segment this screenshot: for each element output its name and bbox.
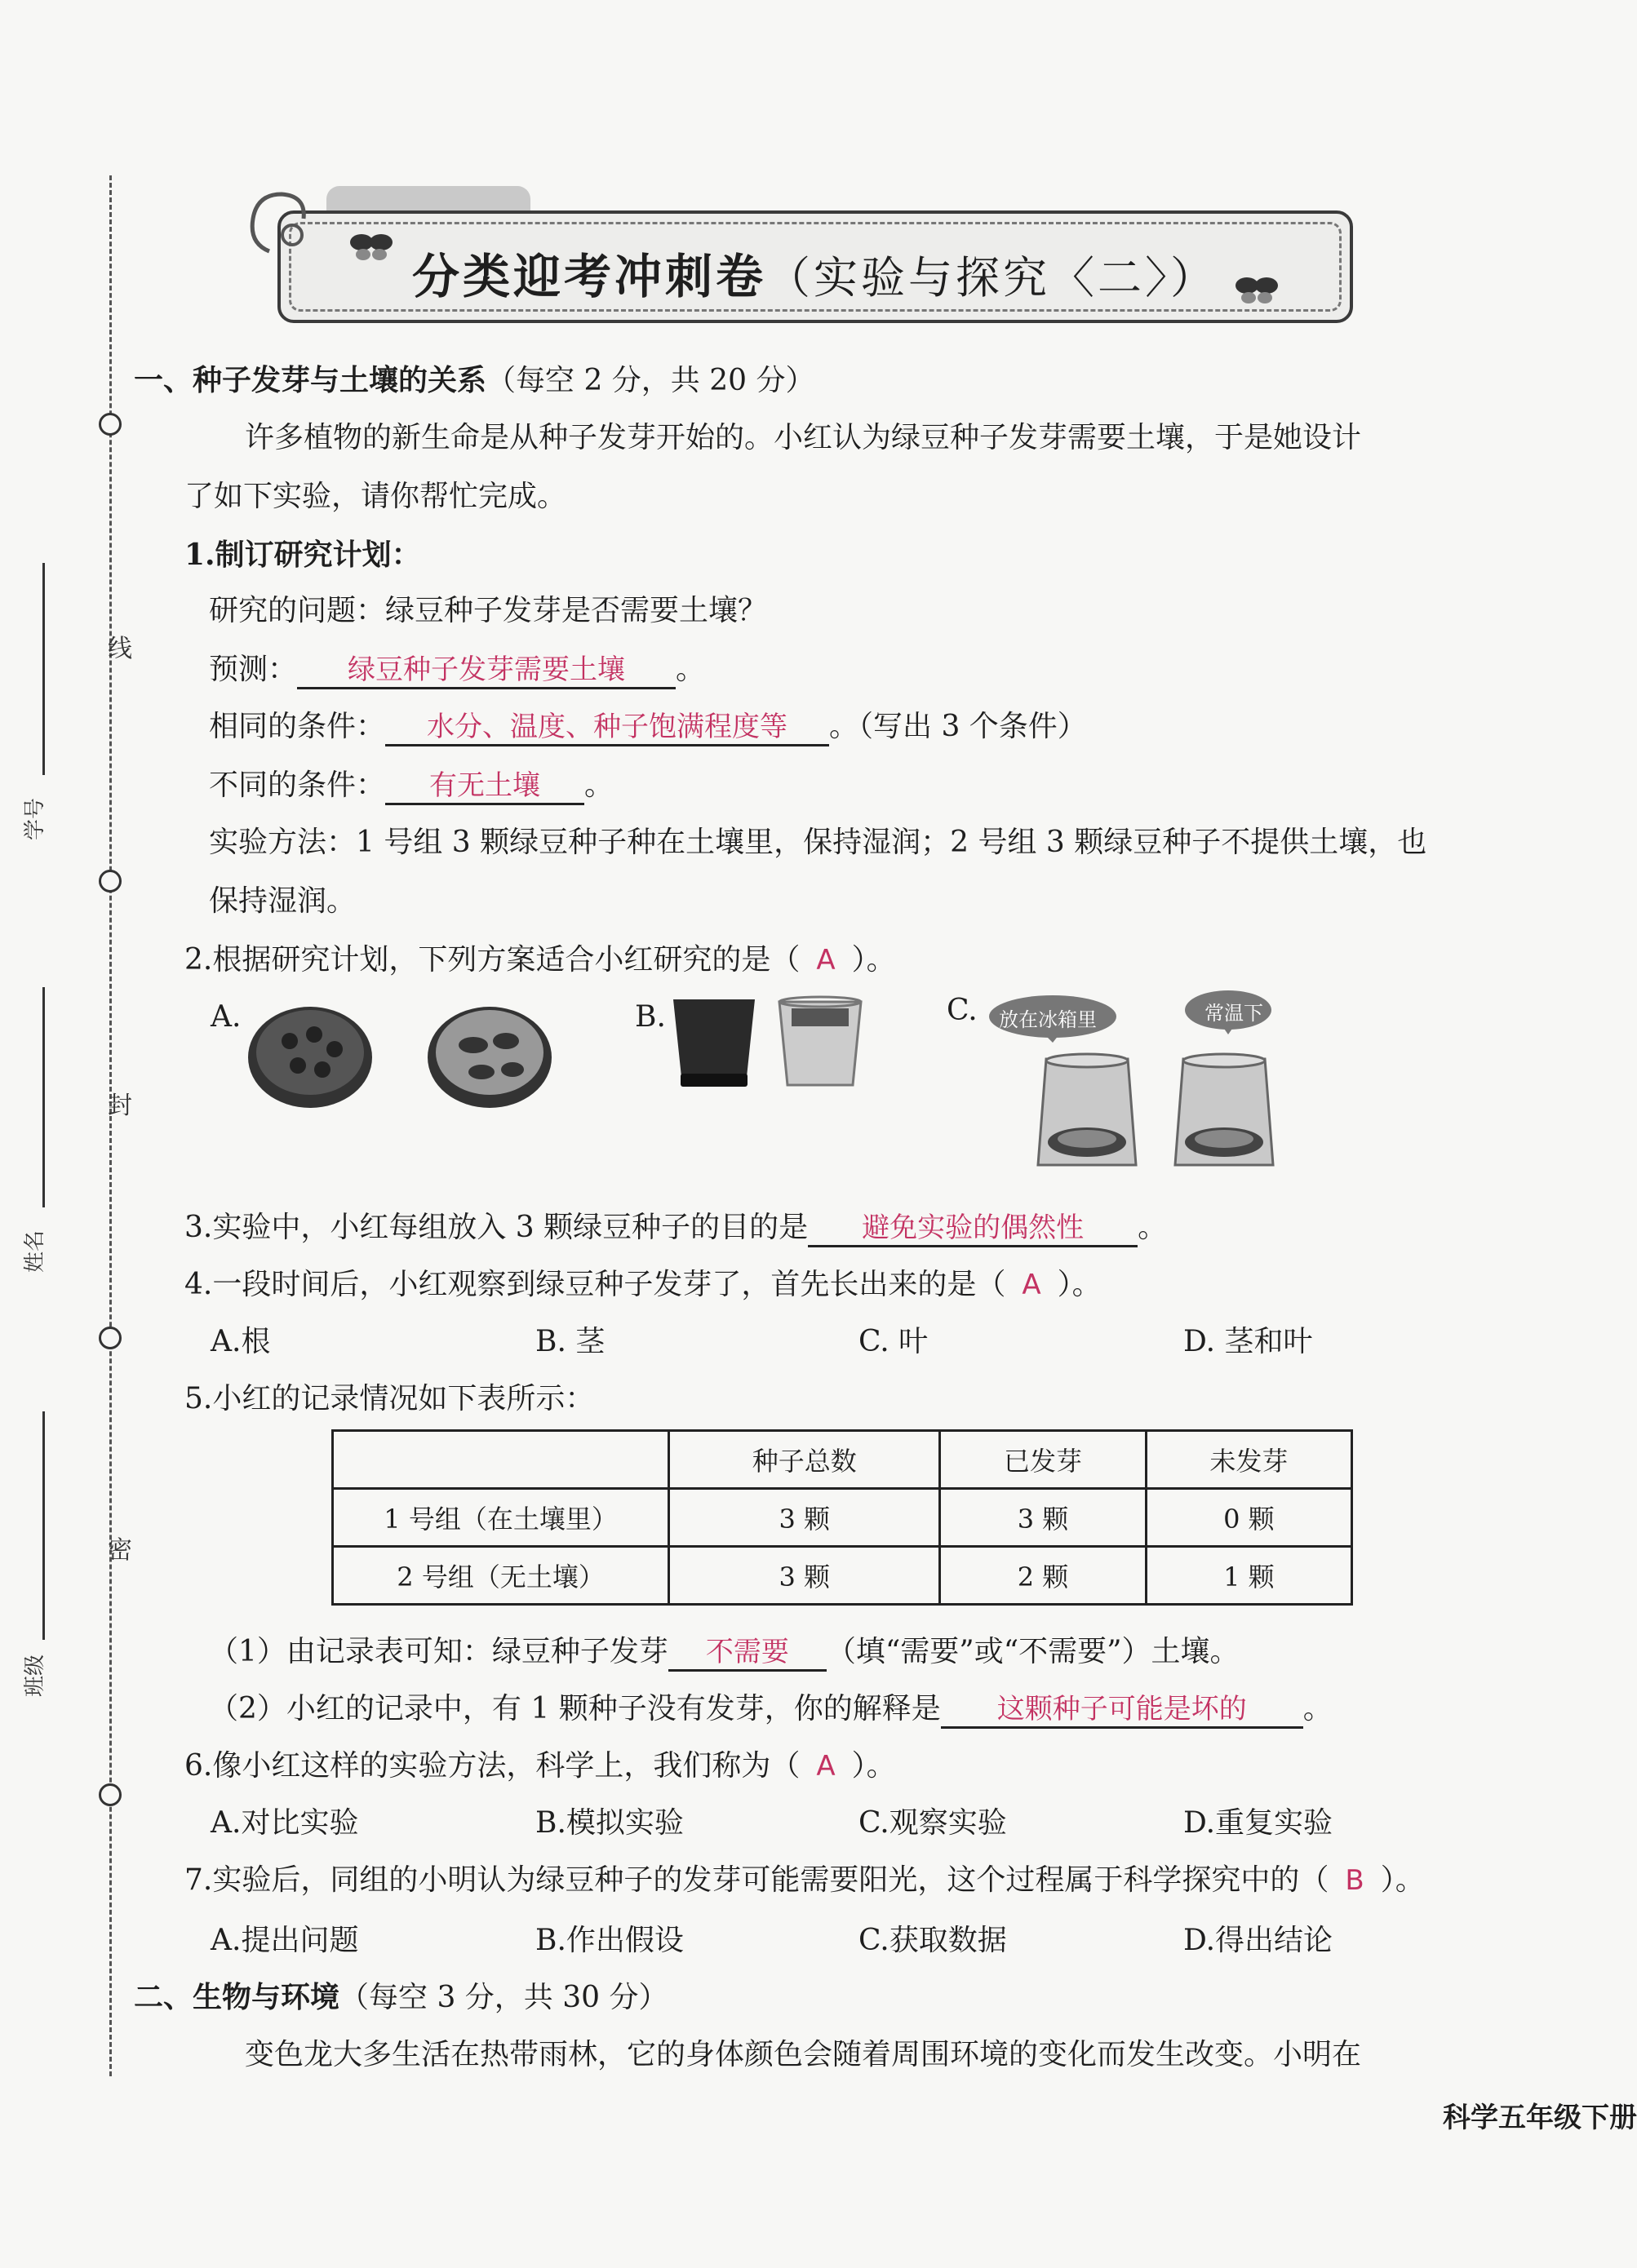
q6-option-c[interactable]: C.观察实验 [858,1806,1007,1840]
paperclip-icon [245,186,318,259]
margin-id-line [42,563,45,775]
q6-close: ）。 [851,1749,896,1783]
page-title [412,238,1218,307]
q1-same-label: 相同的条件： [209,710,386,743]
clear-cup-icon[interactable] [775,994,865,1092]
q4-answer[interactable]: A [1022,1269,1041,1301]
q1-predict-answer[interactable]: 绿豆种子发芽需要土壤 [297,647,676,689]
q1-diff-label: 不同的条件： [209,769,386,802]
title-sub: （实验与探究〈二〉） [766,252,1218,303]
q2-option-a-label: A. [211,1000,242,1034]
q2-text: 2.根据研究计划，下列方案适合小红研究的是（ [184,943,801,977]
q1-same-note: 。（写出 3 个条件） [829,710,1087,743]
bubble-fridge-text: 放在冰箱里 [999,1008,1097,1031]
q2-answer[interactable]: A [816,944,836,977]
q1-predict-period: 。 [676,653,706,686]
table-cell: 0 颗 [1146,1489,1351,1547]
section1-score: （每空 2 分，共 20 分） [486,364,815,397]
table-cell: 1 号组（在土壤里） [333,1489,669,1547]
section1-intro-2: 了如下实验，请你帮忙完成。 [184,480,567,513]
covered-dish-room-icon[interactable] [1167,1051,1281,1173]
q1-title: 1.制订研究计划： [184,538,421,572]
table-cell: 3 颗 [669,1547,940,1605]
q1-method-2: 保持湿润。 [209,884,357,918]
margin-name-line [42,987,45,1207]
covered-dish-cold-icon[interactable] [1030,1051,1144,1173]
section1-heading-text: 一、种子发芽与土壤的关系 [134,363,487,397]
section1-heading [134,357,815,399]
q5-sub2-row [209,1685,1333,1729]
margin-name-label: 姓名 [23,1229,47,1273]
section2-intro: 变色龙大多生活在热带雨林，它的身体颜色会随着周围环境的变化而发生改变。小明在 [245,2038,1362,2071]
q2-option-c-label: C. [947,994,978,1027]
q6-option-a[interactable]: A.对比实验 [211,1806,359,1840]
q5-sub1-row [209,1628,1240,1672]
q4-text: 4.一段时间后，小红观察到绿豆种子发芽了，首先长出来的是（ [184,1268,1006,1301]
q1-same-answer[interactable]: 水分、温度、种子饱满程度等 [385,704,829,746]
binding-hole [99,413,122,436]
q1-diff-row [209,762,614,805]
q4-option-a[interactable]: A.根 [211,1325,271,1358]
q2-option-b-label: B. [635,1000,666,1034]
q1-diff-period: 。 [584,769,614,802]
q2-row [184,937,896,978]
table-header-cell: 已发芽 [940,1431,1146,1489]
section2-heading [134,1974,668,2016]
dish-with-paper-icon[interactable] [424,1000,555,1114]
table-row [333,1547,1352,1605]
q6-answer[interactable]: A [816,1750,836,1783]
binding-hole [99,1783,122,1806]
q4-option-d[interactable]: D. 茎和叶 [1183,1325,1313,1358]
margin-secret-char: 密 [108,1536,132,1565]
table-header-row [333,1431,1352,1489]
title-main: 分类迎考冲刺卷 [412,249,767,304]
q1-predict-row [209,646,705,689]
section1-intro-1: 许多植物的新生命是从种子发芽开始的。小红认为绿豆种子发芽需要土壤，于是她设计 [245,421,1362,454]
table-cell: 2 号组（无土壤） [333,1547,669,1605]
q6-option-b[interactable]: B.模拟实验 [535,1806,684,1840]
q1-diff-answer[interactable]: 有无土壤 [385,763,584,805]
q1-method-1: 实验方法：1 号组 3 颗绿豆种子种在土壤里，保持湿润；2 号组 3 颗绿豆种子不提供土壤，也 [209,826,1427,859]
margin-seal-char: 封 [108,1092,132,1120]
table-header-cell: 未发芽 [1146,1431,1351,1489]
q7-text: 7.实验后，同组的小明认为绿豆种子的发芽可能需要阳光，这个过程属于科学探究中的（ [184,1863,1329,1897]
q4-row [184,1261,1102,1303]
q5-sub1-answer[interactable]: 不需要 [668,1629,827,1672]
q7-answer[interactable]: B [1345,1864,1364,1897]
q7-option-b[interactable]: B.作出假设 [535,1924,684,1957]
q2-close: ）。 [851,943,896,977]
section2-score: （每空 3 分，共 30 分） [339,1981,668,2014]
q3-text: 3.实验中，小红每组放入 3 颗绿豆种子的目的是 [184,1211,809,1244]
table-cell: 3 颗 [669,1489,940,1547]
q7-option-d[interactable]: D.得出结论 [1183,1924,1333,1957]
margin-class-label: 班级 [23,1654,47,1697]
q5-sub1-text: （1）由记录表可知：绿豆种子发芽 [209,1635,668,1668]
dish-with-soil-icon[interactable] [245,1000,375,1114]
margin-line-char: 线 [108,635,132,663]
q7-close: ）。 [1380,1863,1425,1897]
butterfly-icon [1232,273,1281,306]
q1-predict-label: 预测： [209,653,298,686]
q7-option-a[interactable]: A.提出问题 [211,1924,359,1957]
table-row [333,1489,1352,1547]
table-cell: 3 颗 [940,1489,1146,1547]
q1-same-row [209,703,1087,746]
q5-sub2-text: （2）小红的记录中，有 1 颗种子没有发芽，你的解释是 [209,1692,941,1725]
table-cell: 2 颗 [940,1547,1146,1605]
q3-row [184,1204,1167,1247]
margin-id-label: 学号 [23,797,47,840]
table-header-cell [333,1431,669,1489]
q3-answer[interactable]: 避免实验的偶然性 [808,1205,1138,1247]
q5-text: 5.小红的记录情况如下表所示： [184,1382,595,1415]
bubble-room-temp-text: 常温下 [1204,1002,1263,1025]
q3-close: 。 [1138,1211,1168,1244]
q5-sub2-answer[interactable]: 这颗种子可能是坏的 [941,1686,1303,1729]
q6-row [184,1743,896,1784]
q4-option-b[interactable]: B. 茎 [535,1325,606,1358]
q5-sub2-close: 。 [1302,1692,1333,1725]
dark-cup-icon[interactable] [669,995,759,1089]
butterfly-icon [347,230,396,263]
section2-heading-text: 二、生物与环境 [134,1980,340,2014]
binding-hole [99,1327,122,1349]
margin-class-line [42,1411,45,1640]
page-footer: 科学五年级下册 [1443,2102,1637,2134]
binding-hole [99,870,122,893]
table-cell: 1 颗 [1146,1547,1351,1605]
q1-question: 研究的问题：绿豆种子发芽是否需要土壤？ [209,594,768,627]
q7-row [184,1857,1425,1898]
q6-option-d[interactable]: D.重复实验 [1183,1806,1333,1840]
q4-close: ）。 [1057,1268,1102,1301]
record-table [331,1429,1353,1606]
q5-sub1-close: （填“需要”或“不需要”）土壤。 [826,1635,1240,1668]
q4-option-c[interactable]: C. 叶 [858,1325,929,1358]
table-header-cell: 种子总数 [669,1431,940,1489]
q6-text: 6.像小红这样的实验方法，科学上，我们称为（ [184,1749,801,1783]
q7-option-c[interactable]: C.获取数据 [858,1924,1007,1957]
